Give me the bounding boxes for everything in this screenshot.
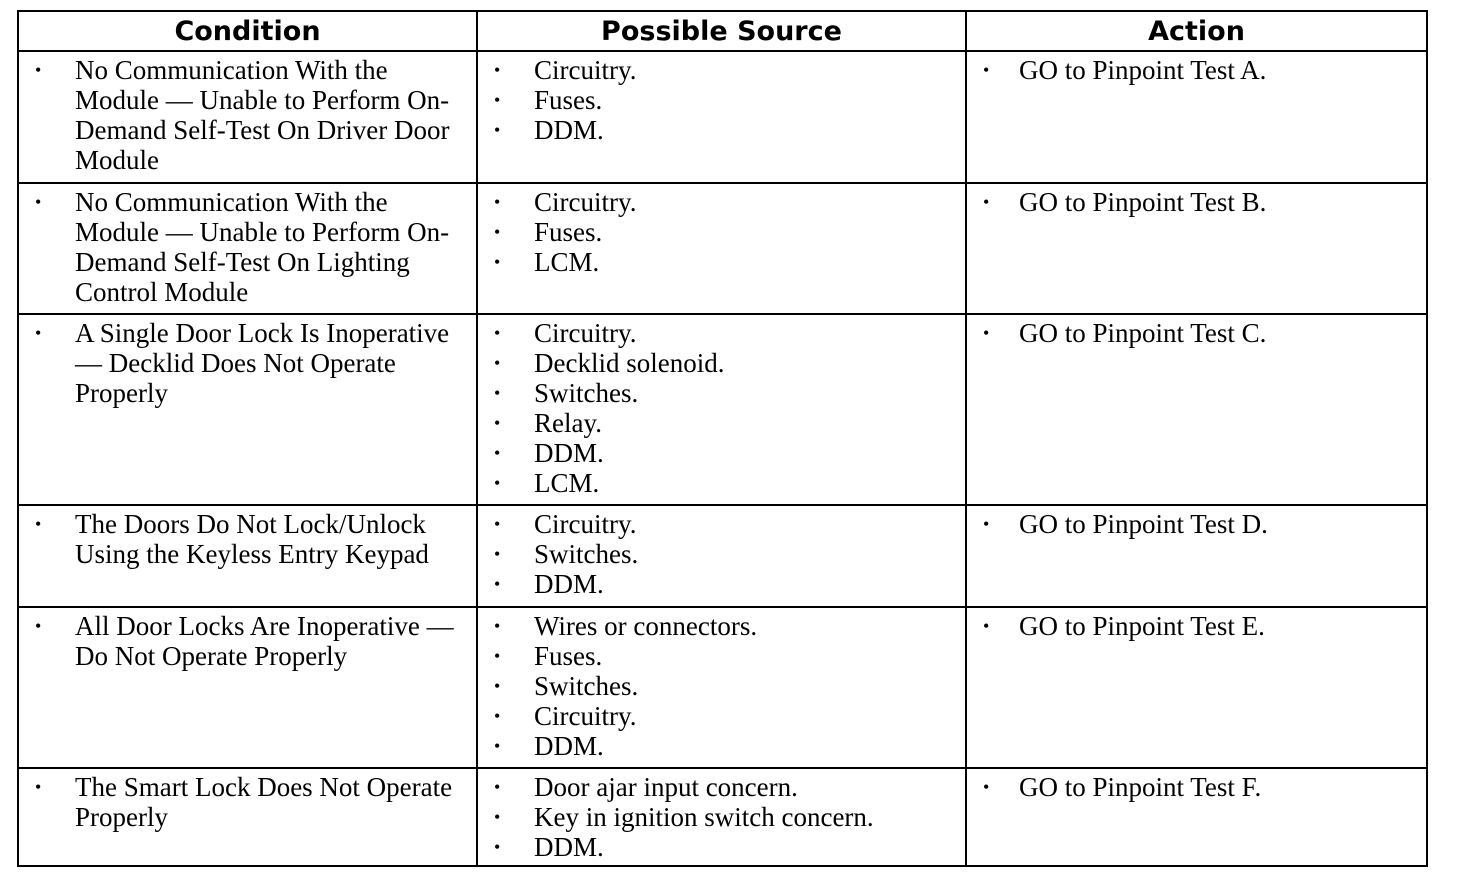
bullet-icon: • [494,544,501,564]
bullet-icon: • [983,777,990,797]
bullet-icon: • [494,777,501,797]
bullet-icon: • [494,323,501,343]
action-text: GO to Pinpoint Test D. [1019,509,1268,539]
bullet-icon: • [494,574,501,594]
condition-cell [18,607,477,768]
condition-cell [18,768,477,866]
source-cell [477,607,966,768]
action-text: GO to Pinpoint Test C. [1019,318,1267,348]
action-cell [966,314,1427,505]
source-item: Circuitry. [534,318,637,348]
bullet-icon: • [494,252,501,272]
action-cell [966,768,1427,866]
bullet-icon: • [494,837,501,857]
source-cell [477,505,966,607]
bullet-icon: • [494,736,501,756]
source-item: Circuitry. [534,187,637,217]
header-action: Action [966,11,1427,51]
bullet-icon: • [494,706,501,726]
source-item: Relay. [534,408,602,438]
bullet-icon: • [35,60,42,80]
source-item: Fuses. [534,641,603,671]
bullet-icon: • [494,413,501,433]
bullet-icon: • [494,383,501,403]
action-text: GO to Pinpoint Test A. [1019,55,1267,85]
source-item: Key in ignition switch concern. [534,802,874,832]
condition-text: No Communication With the Module — Unable to Perform On-Demand Self-Test On Lighting Control Module [75,187,450,307]
source-item: LCM. [534,468,600,498]
source-item: Decklid solenoid. [534,348,725,378]
source-cell [477,51,966,183]
bullet-icon: • [494,90,501,110]
condition-text: The Smart Lock Does Not Operate Properly [75,772,453,832]
source-item: Circuitry. [534,701,637,731]
bullet-icon: • [35,514,42,534]
bullet-icon: • [494,514,501,534]
bullet-icon: • [494,676,501,696]
condition-text: No Communication With the Module — Unable to Perform On-Demand Self-Test On Driver Door Module [75,55,450,175]
source-item: DDM. [534,731,604,761]
table-row [18,607,1427,768]
condition-cell [18,314,477,505]
action-text: GO to Pinpoint Test E. [1019,611,1265,641]
source-item: Circuitry. [534,509,637,539]
bullet-icon: • [983,514,990,534]
table-row [18,51,1427,183]
condition-text: All Door Locks Are Inoperative — Do Not Operate Properly [75,611,454,671]
bullet-icon: • [494,222,501,242]
bullet-icon: • [983,192,990,212]
bullet-icon: • [35,192,42,212]
bullet-icon: • [494,353,501,373]
source-item: Fuses. [534,85,603,115]
action-cell [966,505,1427,607]
bullet-icon: • [35,323,42,343]
source-item: Switches. [534,671,639,701]
condition-cell [18,183,477,314]
bullet-icon: • [35,777,42,797]
bullet-icon: • [494,807,501,827]
table-row [18,768,1427,866]
table-row [18,314,1427,505]
header-row [18,11,1427,51]
bullet-icon: • [494,616,501,636]
source-item: DDM. [534,115,604,145]
header-possible-source: Possible Source [477,11,966,51]
action-cell [966,607,1427,768]
bullet-icon: • [494,192,501,212]
source-item: LCM. [534,247,600,277]
source-item: Wires or connectors. [534,611,758,641]
source-item: DDM. [534,832,604,862]
table-row [18,505,1427,607]
bullet-icon: • [494,443,501,463]
condition-cell [18,505,477,607]
source-item: Fuses. [534,217,603,247]
bullet-icon: • [983,616,990,636]
action-cell [966,51,1427,183]
source-cell [477,768,966,866]
source-item: Door ajar input concern. [534,772,798,802]
source-cell [477,183,966,314]
bullet-icon: • [983,60,990,80]
header-condition: Condition [18,11,477,51]
bullet-icon: • [494,646,501,666]
source-item: Circuitry. [534,55,637,85]
source-item: DDM. [534,438,604,468]
action-text: GO to Pinpoint Test F. [1019,772,1262,802]
action-cell [966,183,1427,314]
bullet-icon: • [494,60,501,80]
bullet-icon: • [983,323,990,343]
condition-cell [18,51,477,183]
condition-text: A Single Door Lock Is Inoperative — Decklid Does Not Operate Properly [75,318,450,408]
source-item: Switches. [534,378,639,408]
source-item: DDM. [534,569,604,599]
bullet-icon: • [494,473,501,493]
bullet-icon: • [494,120,501,140]
diagnosis-table [17,10,1428,867]
bullet-icon: • [35,616,42,636]
action-text: GO to Pinpoint Test B. [1019,187,1267,217]
table-row [18,183,1427,314]
condition-text: The Doors Do Not Lock/Unlock Using the Keyless Entry Keypad [75,509,429,569]
source-item: Switches. [534,539,639,569]
source-cell [477,314,966,505]
